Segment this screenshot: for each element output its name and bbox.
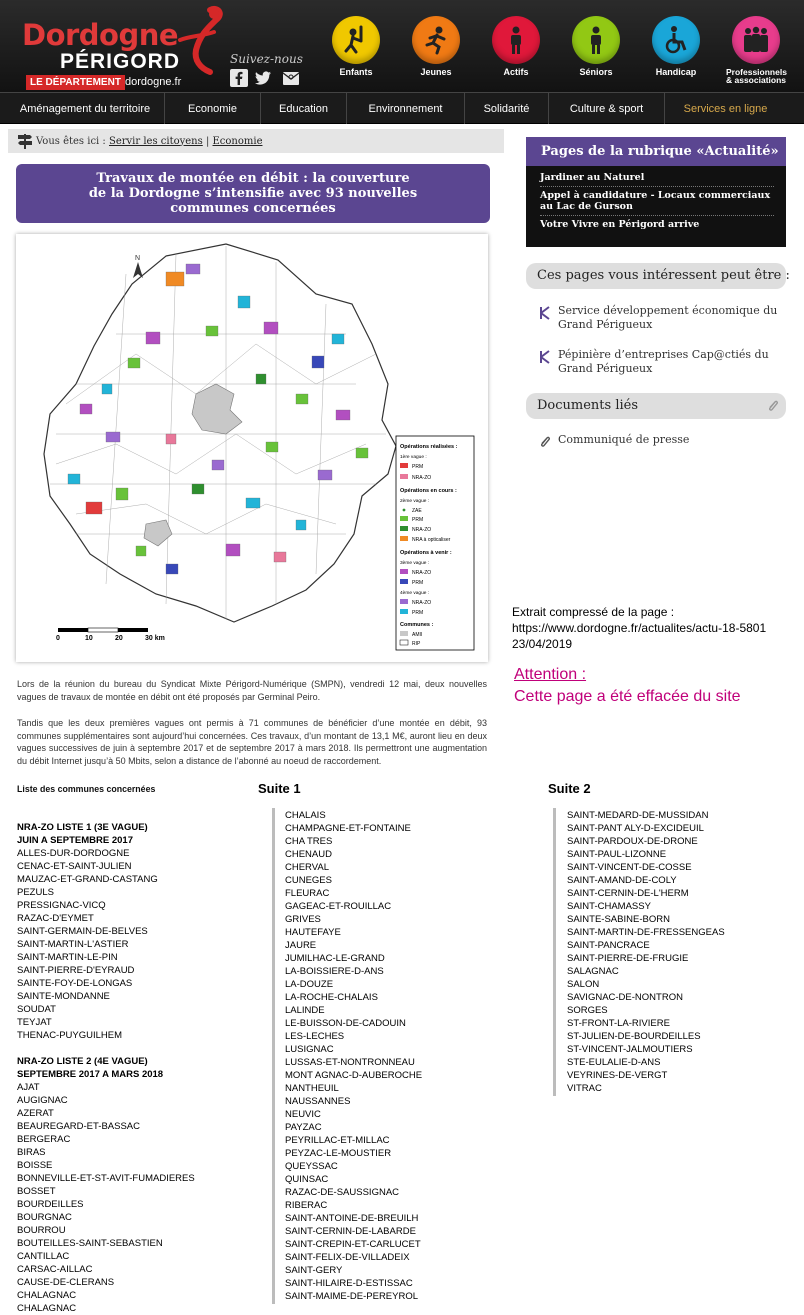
commune-name: ALLES-DUR-DORDOGNE [17, 848, 130, 859]
rubrique-link[interactable]: Votre Vivre en Périgord arrive [540, 219, 700, 230]
runner-icon [412, 16, 460, 64]
commune-name: BOISSE [17, 1160, 53, 1171]
commune-name: LE-BUISSON-DE-CADOUIN [285, 1018, 406, 1029]
deleted-notice: Cette page a été effacée du site [514, 688, 741, 705]
commune-name: SALON [567, 979, 600, 990]
commune-name: AUGIGNAC [17, 1095, 68, 1106]
worker-icon [492, 16, 540, 64]
commune-name: SAINT-MARTIN-LE-PIN [17, 952, 118, 963]
wheelchair-icon [652, 16, 700, 64]
commune-name: SAINT-GERMAIN-DE-BELVES [17, 926, 148, 937]
commune-name: LA-DOUZE [285, 979, 334, 990]
commune-name: THENAC-PUYGUILHEM [17, 1030, 123, 1041]
commune-name: BOURDEILLES [17, 1199, 84, 1210]
commune-name: LUSIGNAC [285, 1044, 334, 1055]
commune-name: SAINT-FELIX-DE-VILLADEIX [285, 1252, 410, 1263]
mail-icon[interactable] [282, 69, 300, 87]
commune-name: AZERAT [17, 1108, 54, 1119]
commune-name: BOURROU [17, 1225, 66, 1236]
commune-name: SAINT-MAIME-DE-PEREYROL [285, 1291, 419, 1302]
legend-heading: Opérations réalisées : [400, 444, 458, 450]
rubrique-link[interactable]: Jardiner au Naturel [540, 172, 774, 187]
commune-name: NEUVIC [285, 1109, 321, 1120]
arrow-icon [538, 350, 552, 364]
extract-note [512, 604, 766, 652]
commune-name: CARSAC-AILLAC [17, 1264, 93, 1275]
scale-label: 0 [56, 635, 60, 642]
main-nav [0, 92, 804, 124]
category-label: Jeunes [420, 67, 452, 77]
paperclip-icon [538, 435, 552, 449]
nav-item-education[interactable]: Education [260, 93, 346, 124]
category-handicap[interactable] [646, 16, 706, 77]
commune-name: NANTHEUIL [285, 1083, 339, 1094]
legend-label: PRM [412, 610, 424, 616]
legend-label: NRA-ZO [412, 570, 432, 576]
commune-name: CHAMPAGNE-ET-FONTAINE [285, 823, 411, 834]
commune-name: BOSSET [17, 1186, 56, 1197]
site-logo[interactable] [20, 8, 225, 90]
commune-name: BOURGNAC [17, 1212, 72, 1223]
commune-name: CHERVAL [285, 862, 329, 873]
commune-name: SAINT-PIERRE-D'EYRAUD [17, 965, 135, 976]
commune-name: CANTILLAC [17, 1251, 70, 1262]
commune-name: HAUTEFAYE [285, 927, 341, 938]
legend-label: NRA-ZO [412, 600, 432, 606]
paperclip-icon [766, 399, 780, 413]
category-enfants[interactable] [326, 16, 386, 77]
commune-name: SAINT-PANT ALY-D-EXCIDEUIL [567, 823, 704, 834]
commune-name: CAUSE-DE-CLERANS [17, 1277, 115, 1288]
category-label: Actifs [503, 67, 529, 77]
legend-label: AMII [412, 632, 423, 638]
commune-name: ST-VINCENT-JALMOUTIERS [567, 1044, 693, 1055]
category-label: Professionnels & associations [726, 67, 787, 85]
commune-name: PEZULS [17, 887, 54, 898]
commune-name: MONT AGNAC-D-AUBEROCHE [285, 1070, 423, 1081]
commune-column-3 [567, 809, 725, 1095]
commune-name: LALINDE [285, 1005, 325, 1016]
rubrique-panel [526, 137, 786, 247]
legend-label: RIP [412, 641, 421, 647]
extract-url: https://www.dordogne.fr/actualites/actu-18-5801 [512, 621, 767, 635]
commune-name: SAINT-CERNIN-DE-LABARDE [285, 1226, 416, 1237]
category-label: Handicap [655, 67, 697, 77]
attention-label: Attention : [514, 666, 587, 683]
interest-header: Ces pages vous intéressent peut être : [526, 263, 786, 289]
commune-name: LUSSAS-ET-NONTRONNEAU [285, 1057, 415, 1068]
commune-name: LES-LECHES [285, 1031, 345, 1042]
nav-item-culture-sport[interactable]: Culture & sport [548, 93, 664, 124]
commune-name: PEYRILLAC-ET-MILLAC [285, 1135, 390, 1146]
rubrique-link[interactable]: Appel à candidature - Locaux commerciaux au Lac de Gurson [540, 190, 774, 216]
commune-name: SORGES [567, 1005, 608, 1016]
commune-name: PEYZAC-LE-MOUSTIER [285, 1148, 392, 1159]
legend-wave: 2ème vague : [400, 499, 430, 504]
nav-item-economie[interactable]: Economie [164, 93, 260, 124]
commune-name: ST-JULIEN-DE-BOURDEILLES [567, 1031, 701, 1042]
title-line: Travaux de montée en débit : la couverture [96, 171, 410, 186]
coverage-map[interactable] [16, 234, 488, 662]
article-paragraph-1: Lors de la réunion du bureau du Syndicat Mixte Périgord-Numérique (SMPN), vendredi 12 mai, deux nouvelles vagues de travaux de montée en débit ont été proposés par Germinal Peiro. [17, 679, 487, 702]
interest-link[interactable] [538, 348, 788, 376]
breadcrumb [8, 129, 504, 153]
child-icon [332, 16, 380, 64]
commune-name: GAGEAC-ET-ROUILLAC [285, 901, 392, 912]
commune-name: BOUTEILLES-SAINT-SEBASTIEN [17, 1238, 163, 1249]
commune-name: GRIVES [285, 914, 321, 925]
nav-item-environnement[interactable]: Environnement [346, 93, 464, 124]
commune-name: CHA TRES [285, 836, 333, 847]
list-heading: JUIN A SEPTEMBRE 2017 [17, 835, 133, 846]
commune-name: LA-BOISSIERE-D-ANS [285, 966, 384, 977]
list-spacer [17, 1042, 195, 1055]
legend-wave: 1ère vague : [400, 455, 427, 460]
category-seniors[interactable] [566, 16, 626, 77]
commune-name: SAINT-PARDOUX-DE-DRONE [567, 836, 698, 847]
commune-name: SAINT-PIERRE-DE-FRUGIE [567, 953, 689, 964]
document-link[interactable] [538, 433, 788, 447]
map-legend [396, 436, 474, 650]
logo-text-dordogne: Dordogne [22, 18, 179, 52]
legend-label: NRA-ZO [412, 475, 432, 481]
interest-link-text: Service développement économique du Grand Périgueux [558, 304, 778, 331]
legend-wave: 4ème vague : [400, 591, 430, 596]
commune-name: JUMILHAC-LE-GRAND [285, 953, 385, 964]
map-scale [56, 628, 165, 642]
commune-name: SAINTE-MONDANNE [17, 991, 110, 1002]
commune-name: SAINT-HILAIRE-D-ESTISSAC [285, 1278, 413, 1289]
commune-name: LA-ROCHE-CHALAIS [285, 992, 378, 1003]
documents-header [526, 393, 786, 419]
commune-name: SAINT-MARTIN-DE-FRESSENGEAS [567, 927, 725, 938]
scale-label: 30 km [145, 635, 165, 642]
legend-label: ZAE [412, 508, 422, 514]
nav-item-amenagement[interactable]: Aménagement du territoire [19, 102, 151, 115]
interest-link[interactable] [538, 304, 788, 332]
commune-name: VITRAC [567, 1083, 602, 1094]
commune-name: SAINT-MEDARD-DE-MUSSIDAN [567, 810, 709, 821]
commune-name: QUEYSSAC [285, 1161, 338, 1172]
commune-name: CHALAIS [285, 810, 326, 821]
legend-heading: Opérations en cours : [400, 488, 457, 494]
commune-name: NAUSSANNES [285, 1096, 351, 1107]
title-line: communes concernées [170, 201, 336, 216]
commune-column-2 [285, 809, 422, 1303]
site-header [0, 0, 804, 92]
article-title [16, 164, 490, 223]
arrow-icon [538, 306, 552, 320]
logo-badge: LE DÉPARTEMENT [26, 75, 125, 90]
commune-column-1 [17, 821, 195, 1315]
commune-name: CHALAGNAC [17, 1290, 77, 1301]
legend-label: PRM [412, 580, 424, 586]
signpost-icon [16, 132, 34, 150]
commune-name: CHALAGNAC [17, 1303, 77, 1314]
legend-heading: Opérations à venir : [400, 550, 452, 556]
breadcrumb-prefix: Vous êtes ici : [36, 135, 106, 147]
commune-name: PAYZAC [285, 1122, 322, 1133]
commune-name: JAURE [285, 940, 317, 951]
commune-name: STE-EULALIE-D-ANS [567, 1057, 661, 1068]
commune-name: TEYJAT [17, 1017, 52, 1028]
legend-label: NRA-ZO [412, 527, 432, 533]
commune-name: RIBERAC [285, 1200, 328, 1211]
list-heading: SEPTEMBRE 2017 A MARS 2018 [17, 1069, 164, 1080]
senior-icon [572, 16, 620, 64]
legend-label: PRM [412, 517, 424, 523]
group-icon [732, 16, 780, 64]
document-link-text: Communiqué de presse [558, 433, 690, 446]
logo-text-perigord: PÉRIGORD [60, 50, 181, 73]
facebook-icon[interactable] [230, 69, 248, 87]
commune-name: CHENAUD [285, 849, 332, 860]
nav-item-solidarite[interactable]: Solidarité [464, 93, 548, 124]
commune-name: SAINT-GERY [285, 1265, 343, 1276]
breadcrumb-link-economie[interactable]: Economie [212, 135, 263, 147]
scale-label: 10 [85, 635, 93, 642]
extract-date: 23/04/2019 [512, 637, 573, 651]
commune-name: CENAC-ET-SAINT-JULIEN [17, 861, 132, 872]
suite-1-label: Suite 1 [258, 781, 301, 796]
documents-title: Documents liés [537, 398, 639, 413]
category-jeunes[interactable] [406, 16, 466, 77]
legend-heading: Communes : [400, 622, 434, 628]
commune-name: SAINT-AMAND-DE-COLY [567, 875, 677, 886]
article-paragraph-2: Tandis que les deux premières vagues ont permis à 71 communes de bénéficier d’une montée en débit, 93 communes supplémentaires sont aujourd’hui concernées. Ces travaux, d’un montant de 13,1 M€, auront lieu en deux vagues successives de juin à septembre 2017 et de septembre 2017 à mars 2018. Ils permettront une augmentation du débit Internet jusqu’à 50 Mbits, selon a distance de l’abonné au noeud de raccordement. [17, 718, 487, 766]
commune-name: SAINT-PAUL-LIZONNE [567, 849, 667, 860]
commune-name: SAINT-CHAMASSY [567, 901, 651, 912]
follow-label: Suivez-nous [230, 52, 303, 66]
commune-name: QUINSAC [285, 1174, 329, 1185]
list-title: Liste des communes concernées [17, 784, 156, 794]
attention-note [514, 664, 741, 708]
commune-name: FLEURAC [285, 888, 330, 899]
commune-name: CUNEGES [285, 875, 332, 886]
category-label: Séniors [579, 67, 613, 77]
north-arrow-icon [133, 262, 143, 278]
commune-name: MAUZAC-ET-GRAND-CASTANG [17, 874, 158, 885]
logo-site: dordogne.fr [125, 76, 182, 88]
commune-name: SALAGNAC [567, 966, 619, 977]
commune-name: BEAUREGARD-ET-BASSAC [17, 1121, 140, 1132]
twitter-icon[interactable] [254, 69, 272, 87]
rubrique-title: Pages de la rubrique «Actualité» [526, 137, 786, 166]
legend-wave: 3ème vague : [400, 561, 430, 566]
commune-name: SOUDAT [17, 1004, 56, 1015]
category-professionnels[interactable] [726, 16, 786, 84]
commune-name: SAVIGNAC-DE-NONTRON [567, 992, 683, 1003]
column-divider [272, 808, 275, 1304]
commune-name: BERGERAC [17, 1134, 71, 1145]
list-heading: NRA-ZO LISTE 1 (3E VAGUE) [17, 822, 148, 833]
commune-name: RAZAC-DE-SAUSSIGNAC [285, 1187, 400, 1198]
list-heading: NRA-ZO LISTE 2 (4E VAGUE) [17, 1056, 148, 1067]
commune-name: VEYRINES-DE-VERGT [567, 1070, 668, 1081]
category-label: Enfants [339, 67, 373, 77]
breadcrumb-separator: | [205, 135, 210, 147]
commune-name: SAINT-VINCENT-DE-COSSE [567, 862, 692, 873]
commune-name: BONNEVILLE-ET-ST-AVIT-FUMADIERES [17, 1173, 195, 1184]
category-actifs[interactable] [486, 16, 546, 77]
commune-name: SAINT-CREPIN-ET-CARLUCET [285, 1239, 421, 1250]
commune-name: PRESSIGNAC-VICQ [17, 900, 106, 911]
legend-label: PRM [412, 464, 424, 470]
commune-name: SAINTE-FOY-DE-LONGAS [17, 978, 133, 989]
legend-label: NRA à opticaliser [412, 537, 451, 543]
commune-name: SAINT-ANTOINE-DE-BREUILH [285, 1213, 419, 1224]
commune-name: AJAT [17, 1082, 40, 1093]
commune-name: ST-FRONT-LA-RIVIERE [567, 1018, 670, 1029]
commune-name: BIRAS [17, 1147, 46, 1158]
suite-2-label: Suite 2 [548, 781, 591, 796]
breadcrumb-link-servir[interactable]: Servir les citoyens [108, 135, 203, 147]
map-north: N [135, 255, 141, 262]
interest-link-text: Pépinière d’entreprises Cap@ctiés du Grand Périgueux [558, 348, 769, 375]
commune-name: SAINT-CERNIN-DE-L'HERM [567, 888, 689, 899]
commune-name: RAZAC-D'EYMET [17, 913, 94, 924]
column-divider [553, 808, 556, 1096]
commune-name: SAINTE-SABINE-BORN [567, 914, 670, 925]
map-svg [16, 234, 488, 662]
scale-label: 20 [115, 635, 123, 642]
extract-line: Extrait compressé de la page : [512, 605, 675, 619]
title-line: de la Dordogne s’intensifie avec 93 nouvelles [88, 186, 418, 201]
nav-item-services-en-ligne[interactable]: Services en ligne [664, 93, 786, 124]
commune-name: SAINT-MARTIN-L'ASTIER [17, 939, 129, 950]
commune-name: SAINT-PANCRACE [567, 940, 650, 951]
